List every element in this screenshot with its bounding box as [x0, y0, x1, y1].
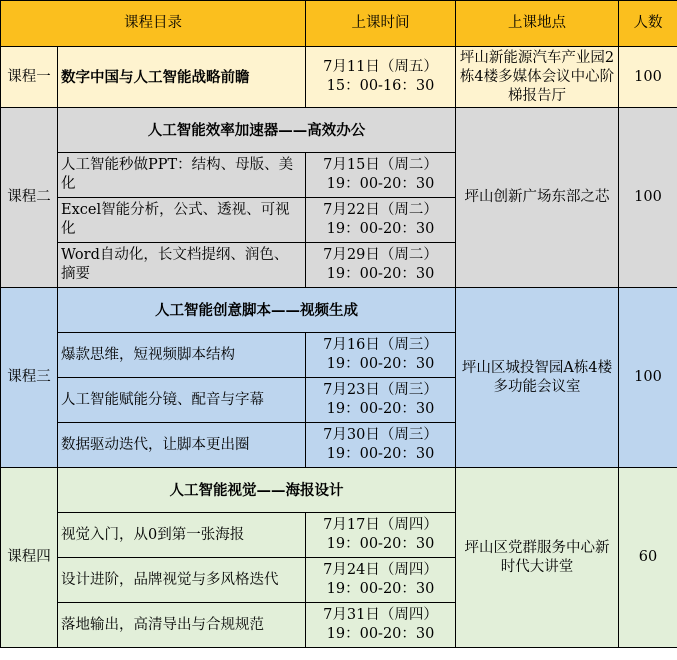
course4-item-hours: 19：00-20：30 — [326, 626, 435, 642]
course4-subtitle-row — [1, 468, 677, 513]
course3-subtitle-row — [1, 288, 677, 333]
course3-item-date: 7月16日（周三） — [323, 337, 438, 353]
course3-item-title: 数据驱动迭代，让脚本更出圈 — [58, 423, 306, 468]
course3-item-date: 7月23日（周三） — [323, 382, 438, 398]
course3-index: 课程三 — [1, 288, 58, 468]
course3-item-time — [306, 333, 456, 378]
header-count: 人数 — [619, 1, 677, 47]
course2-item-time — [306, 198, 456, 243]
course4-item-time — [306, 558, 456, 603]
header-catalog: 课程目录 — [1, 1, 306, 47]
course2-item-hours: 19：00-20：30 — [326, 221, 435, 237]
course3-item-title: 爆款思维，短视频脚本结构 — [58, 333, 306, 378]
course4-item-date: 7月31日（周四） — [323, 607, 438, 623]
course2-location: 坪山创新广场东部之芯 — [456, 108, 619, 288]
course2-item-hours: 19：00-20：30 — [326, 266, 435, 282]
course2-item-title: Word自动化，长文档提纲、润色、摘要 — [58, 243, 306, 288]
course3-item-date: 7月30日（周三） — [323, 427, 438, 443]
course1-title: 数字中国与人工智能战略前瞻 — [58, 47, 306, 108]
course4-subtitle: 人工智能视觉——海报设计 — [58, 468, 456, 513]
course2-item-title: Excel智能分析，公式、透视、可视化 — [58, 198, 306, 243]
header-row — [1, 1, 677, 47]
course2-item-time — [306, 243, 456, 288]
course3-item-hours: 19：00-20：30 — [326, 356, 435, 372]
course4-item-date: 7月24日（周四） — [323, 562, 438, 578]
course3-count: 100 — [619, 288, 677, 468]
course2-item-date: 7月15日（周二） — [323, 157, 438, 173]
header-time: 上课时间 — [306, 1, 456, 47]
course2-item-time — [306, 153, 456, 198]
course1-location: 坪山新能源汽车产业园2栋4楼多媒体会议中心阶梯报告厅 — [456, 47, 619, 108]
course2-item-date: 7月22日（周二） — [323, 202, 438, 218]
course4-item-title: 设计进阶，品牌视觉与多风格迭代 — [58, 558, 306, 603]
course1-date: 7月11日（周五） — [323, 59, 438, 75]
course3-item-hours: 19：00-20：30 — [326, 401, 435, 417]
course2-item-date: 7月29日（周二） — [323, 247, 438, 263]
course4-count: 60 — [619, 468, 677, 648]
course2-subtitle: 人工智能效率加速器——高效办公 — [58, 108, 456, 153]
course1-index: 课程一 — [1, 47, 58, 108]
course4-item-hours: 19：00-20：30 — [326, 581, 435, 597]
course2-subtitle-row — [1, 108, 677, 153]
course3-item-title: 人工智能赋能分镜、配音与字幕 — [58, 378, 306, 423]
course4-item-time — [306, 513, 456, 558]
header-location: 上课地点 — [456, 1, 619, 47]
course1-time — [306, 47, 456, 108]
course4-item-hours: 19：00-20：30 — [326, 536, 435, 552]
course3-subtitle: 人工智能创意脚本——视频生成 — [58, 288, 456, 333]
course4-item-time — [306, 603, 456, 648]
course2-index: 课程二 — [1, 108, 58, 288]
course4-item-title: 视觉入门，从0到第一张海报 — [58, 513, 306, 558]
course4-item-date: 7月17日（周四） — [323, 517, 438, 533]
course2-item-title: 人工智能秒做PPT：结构、母版、美化 — [58, 153, 306, 198]
course2-count: 100 — [619, 108, 677, 288]
course2-item-hours: 19：00-20：30 — [326, 176, 435, 192]
course3-item-time — [306, 378, 456, 423]
course1-hours: 15：00-16：30 — [326, 78, 435, 94]
course4-index: 课程四 — [1, 468, 58, 648]
course4-location: 坪山区党群服务中心新时代大讲堂 — [456, 468, 619, 648]
course3-item-hours: 19：00-20：30 — [326, 446, 435, 462]
course1-row — [1, 47, 677, 108]
course4-item-title: 落地输出，高清导出与合规规范 — [58, 603, 306, 648]
course3-location: 坪山区城投智园A栋4楼多功能会议室 — [456, 288, 619, 468]
course3-item-time — [306, 423, 456, 468]
course1-count: 100 — [619, 47, 677, 108]
